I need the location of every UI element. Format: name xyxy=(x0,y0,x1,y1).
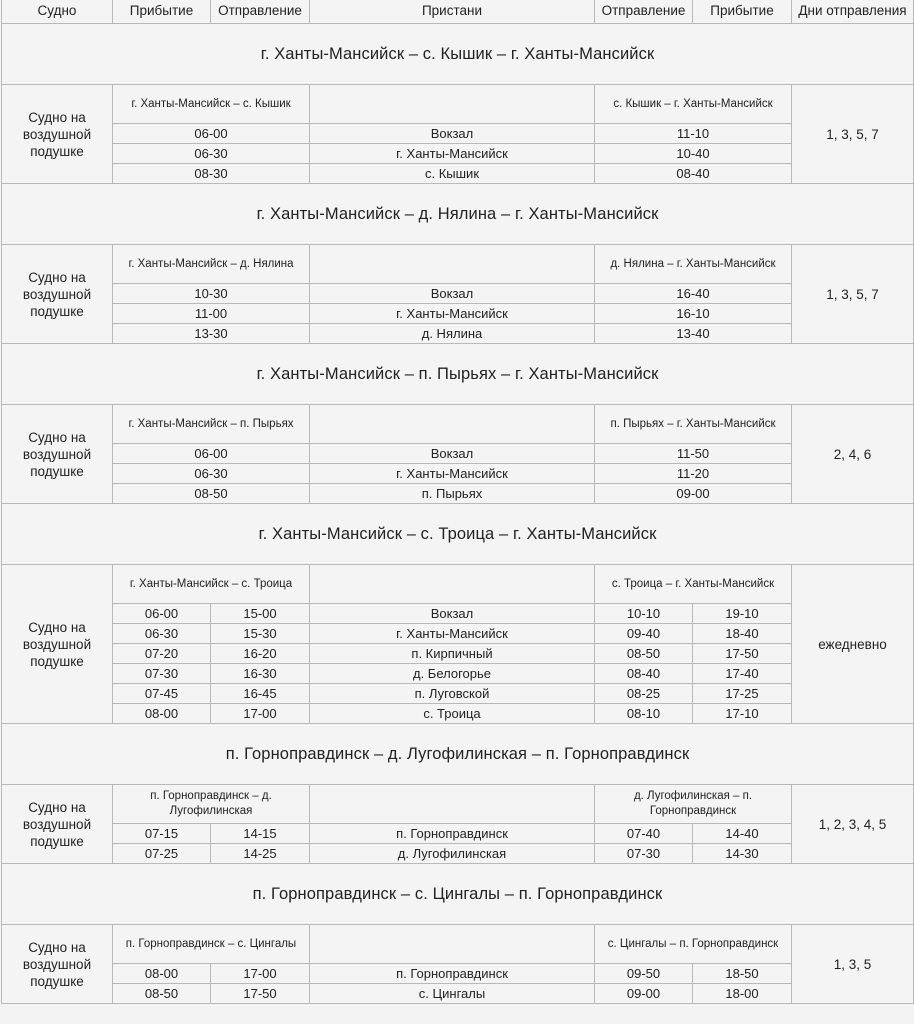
departure-time: 15-00 xyxy=(211,604,310,624)
forward-direction-label: г. Ханты-Мансийск – с. Троица xyxy=(113,565,310,604)
return-departure-time: 08-25 xyxy=(595,684,693,704)
forward-direction-label: г. Ханты-Мансийск – д. Нялина xyxy=(113,245,310,284)
arrival-time: 08-00 xyxy=(113,964,211,984)
return-departure-time: 16-40 xyxy=(595,284,792,304)
header-piers: Пристани xyxy=(310,0,595,24)
departure-time: 16-20 xyxy=(211,644,310,664)
table-row xyxy=(2,304,914,324)
departure-time: 17-00 xyxy=(211,964,310,984)
pier-name: с. Троица xyxy=(310,704,595,724)
return-departure-time: 07-30 xyxy=(595,844,693,864)
route-title-row xyxy=(2,504,914,565)
pier-name: п. Луговской xyxy=(310,684,595,704)
table-row xyxy=(2,324,914,344)
pier-name: Вокзал xyxy=(310,444,595,464)
vessel-type: Судно на воздушной подушке xyxy=(2,785,113,864)
pier-blank xyxy=(310,565,595,604)
return-departure-time: 09-00 xyxy=(595,484,792,504)
arrival-time: 06-30 xyxy=(113,144,310,164)
route-title-row xyxy=(2,724,914,785)
table-row xyxy=(2,164,914,184)
departure-time: 17-50 xyxy=(211,984,310,1004)
return-direction-label: д. Лугофилинская – п. Горноправдинск xyxy=(595,785,792,824)
direction-row xyxy=(2,405,914,444)
pier-name: д. Нялина xyxy=(310,324,595,344)
direction-row xyxy=(2,245,914,284)
return-direction-label: д. Нялина – г. Ханты-Мансийск xyxy=(595,245,792,284)
table-row xyxy=(2,664,914,684)
return-arrival-time: 18-40 xyxy=(693,624,792,644)
return-departure-time: 08-10 xyxy=(595,704,693,724)
departure-days: ежедневно xyxy=(792,565,914,724)
route-title: г. Ханты-Мансийск – с. Троица – г. Ханты-Мансийск xyxy=(2,504,914,565)
header-vessel: Судно xyxy=(2,0,113,24)
table-row xyxy=(2,484,914,504)
arrival-time: 11-00 xyxy=(113,304,310,324)
pier-name: п. Горноправдинск xyxy=(310,964,595,984)
table-row xyxy=(2,844,914,864)
route-title-row xyxy=(2,184,914,245)
table-row xyxy=(2,824,914,844)
return-departure-time: 10-40 xyxy=(595,144,792,164)
arrival-time: 06-30 xyxy=(113,624,211,644)
header-departure-back: Отправление xyxy=(595,0,693,24)
table-row xyxy=(2,984,914,1004)
header-days: Дни отправления xyxy=(792,0,914,24)
pier-name: г. Ханты-Мансийск xyxy=(310,144,595,164)
return-arrival-time: 17-10 xyxy=(693,704,792,724)
vessel-type: Судно на воздушной подушке xyxy=(2,85,113,184)
arrival-time: 07-25 xyxy=(113,844,211,864)
pier-name: Вокзал xyxy=(310,124,595,144)
direction-row xyxy=(2,85,914,124)
header-arrival-back: Прибытие xyxy=(693,0,792,24)
pier-name: с. Кышик xyxy=(310,164,595,184)
pier-name: Вокзал xyxy=(310,604,595,624)
return-departure-time: 08-40 xyxy=(595,164,792,184)
pier-name: п. Кирпичный xyxy=(310,644,595,664)
return-direction-label: с. Цингалы – п. Горноправдинск xyxy=(595,925,792,964)
return-departure-time: 08-50 xyxy=(595,644,693,664)
departure-days: 2, 4, 6 xyxy=(792,405,914,504)
table-row xyxy=(2,704,914,724)
return-departure-time: 08-40 xyxy=(595,664,693,684)
return-departure-time: 09-40 xyxy=(595,624,693,644)
arrival-time: 08-50 xyxy=(113,484,310,504)
return-departure-time: 16-10 xyxy=(595,304,792,324)
direction-row xyxy=(2,565,914,604)
arrival-time: 08-50 xyxy=(113,984,211,1004)
arrival-time: 07-15 xyxy=(113,824,211,844)
table-row xyxy=(2,124,914,144)
direction-row xyxy=(2,785,914,824)
return-arrival-time: 18-50 xyxy=(693,964,792,984)
table-row xyxy=(2,604,914,624)
departure-days: 1, 3, 5, 7 xyxy=(792,245,914,344)
arrival-time: 06-00 xyxy=(113,444,310,464)
table-row xyxy=(2,444,914,464)
arrival-time: 06-00 xyxy=(113,124,310,144)
return-arrival-time: 17-50 xyxy=(693,644,792,664)
table-row xyxy=(2,144,914,164)
return-departure-time: 11-20 xyxy=(595,464,792,484)
departure-days: 1, 3, 5, 7 xyxy=(792,85,914,184)
vessel-type: Судно на воздушной подушке xyxy=(2,405,113,504)
departure-time: 16-45 xyxy=(211,684,310,704)
pier-blank xyxy=(310,405,595,444)
header-arrival: Прибытие xyxy=(113,0,211,24)
departure-time: 15-30 xyxy=(211,624,310,644)
pier-blank xyxy=(310,245,595,284)
pier-name: Вокзал xyxy=(310,284,595,304)
vessel-type: Судно на воздушной подушке xyxy=(2,565,113,724)
table-row xyxy=(2,644,914,664)
route-title: п. Горноправдинск – с. Цингалы – п. Горноправдинск xyxy=(2,864,914,925)
direction-row xyxy=(2,925,914,964)
return-direction-label: п. Пырьях – г. Ханты-Мансийск xyxy=(595,405,792,444)
departure-time: 16-30 xyxy=(211,664,310,684)
table-row xyxy=(2,464,914,484)
pier-name: д. Белогорье xyxy=(310,664,595,684)
return-arrival-time: 17-25 xyxy=(693,684,792,704)
schedule-body xyxy=(2,24,914,1004)
return-departure-time: 07-40 xyxy=(595,824,693,844)
departure-days: 1, 2, 3, 4, 5 xyxy=(792,785,914,864)
return-arrival-time: 17-40 xyxy=(693,664,792,684)
forward-direction-label: г. Ханты-Мансийск – п. Пырьях xyxy=(113,405,310,444)
pier-name: г. Ханты-Мансийск xyxy=(310,304,595,324)
forward-direction-label: п. Горноправдинск – д. Лугофилинская xyxy=(113,785,310,824)
departure-time: 14-25 xyxy=(211,844,310,864)
departure-time: 14-15 xyxy=(211,824,310,844)
route-title-row xyxy=(2,344,914,405)
pier-name: г. Ханты-Мансийск xyxy=(310,464,595,484)
table-row xyxy=(2,964,914,984)
forward-direction-label: п. Горноправдинск – с. Цингалы xyxy=(113,925,310,964)
forward-direction-label: г. Ханты-Мансийск – с. Кышик xyxy=(113,85,310,124)
arrival-time: 06-00 xyxy=(113,604,211,624)
pier-blank xyxy=(310,925,595,964)
return-direction-label: с. Троица – г. Ханты-Мансийск xyxy=(595,565,792,604)
return-direction-label: с. Кышик – г. Ханты-Мансийск xyxy=(595,85,792,124)
return-arrival-time: 14-30 xyxy=(693,844,792,864)
arrival-time: 06-30 xyxy=(113,464,310,484)
arrival-time: 10-30 xyxy=(113,284,310,304)
return-departure-time: 11-50 xyxy=(595,444,792,464)
route-title-row xyxy=(2,864,914,925)
return-arrival-time: 14-40 xyxy=(693,824,792,844)
route-title: г. Ханты-Мансийск – с. Кышик – г. Ханты-Мансийск xyxy=(2,24,914,85)
route-title: г. Ханты-Мансийск – п. Пырьях – г. Ханты-Мансийск xyxy=(2,344,914,405)
return-departure-time: 13-40 xyxy=(595,324,792,344)
table-header-row xyxy=(2,0,914,24)
pier-name: с. Цингалы xyxy=(310,984,595,1004)
table-row xyxy=(2,284,914,304)
return-departure-time: 09-00 xyxy=(595,984,693,1004)
table-row xyxy=(2,684,914,704)
pier-name: г. Ханты-Мансийск xyxy=(310,624,595,644)
route-title: г. Ханты-Мансийск – д. Нялина – г. Ханты-Мансийск xyxy=(2,184,914,245)
arrival-time: 07-45 xyxy=(113,684,211,704)
table-row xyxy=(2,624,914,644)
pier-name: п. Горноправдинск xyxy=(310,824,595,844)
pier-blank xyxy=(310,85,595,124)
pier-blank xyxy=(310,785,595,824)
pier-name: п. Пырьях xyxy=(310,484,595,504)
arrival-time: 07-30 xyxy=(113,664,211,684)
schedule-table xyxy=(1,0,914,1004)
return-departure-time: 09-50 xyxy=(595,964,693,984)
departure-time: 17-00 xyxy=(211,704,310,724)
arrival-time: 08-00 xyxy=(113,704,211,724)
vessel-type: Судно на воздушной подушке xyxy=(2,245,113,344)
vessel-type: Судно на воздушной подушке xyxy=(2,925,113,1004)
route-title: п. Горноправдинск – д. Лугофилинская – п. Горноправдинск xyxy=(2,724,914,785)
return-departure-time: 11-10 xyxy=(595,124,792,144)
route-title-row xyxy=(2,24,914,85)
arrival-time: 07-20 xyxy=(113,644,211,664)
arrival-time: 08-30 xyxy=(113,164,310,184)
return-arrival-time: 18-00 xyxy=(693,984,792,1004)
return-departure-time: 10-10 xyxy=(595,604,693,624)
header-departure: Отправление xyxy=(211,0,310,24)
departure-days: 1, 3, 5 xyxy=(792,925,914,1004)
return-arrival-time: 19-10 xyxy=(693,604,792,624)
pier-name: д. Лугофилинская xyxy=(310,844,595,864)
arrival-time: 13-30 xyxy=(113,324,310,344)
